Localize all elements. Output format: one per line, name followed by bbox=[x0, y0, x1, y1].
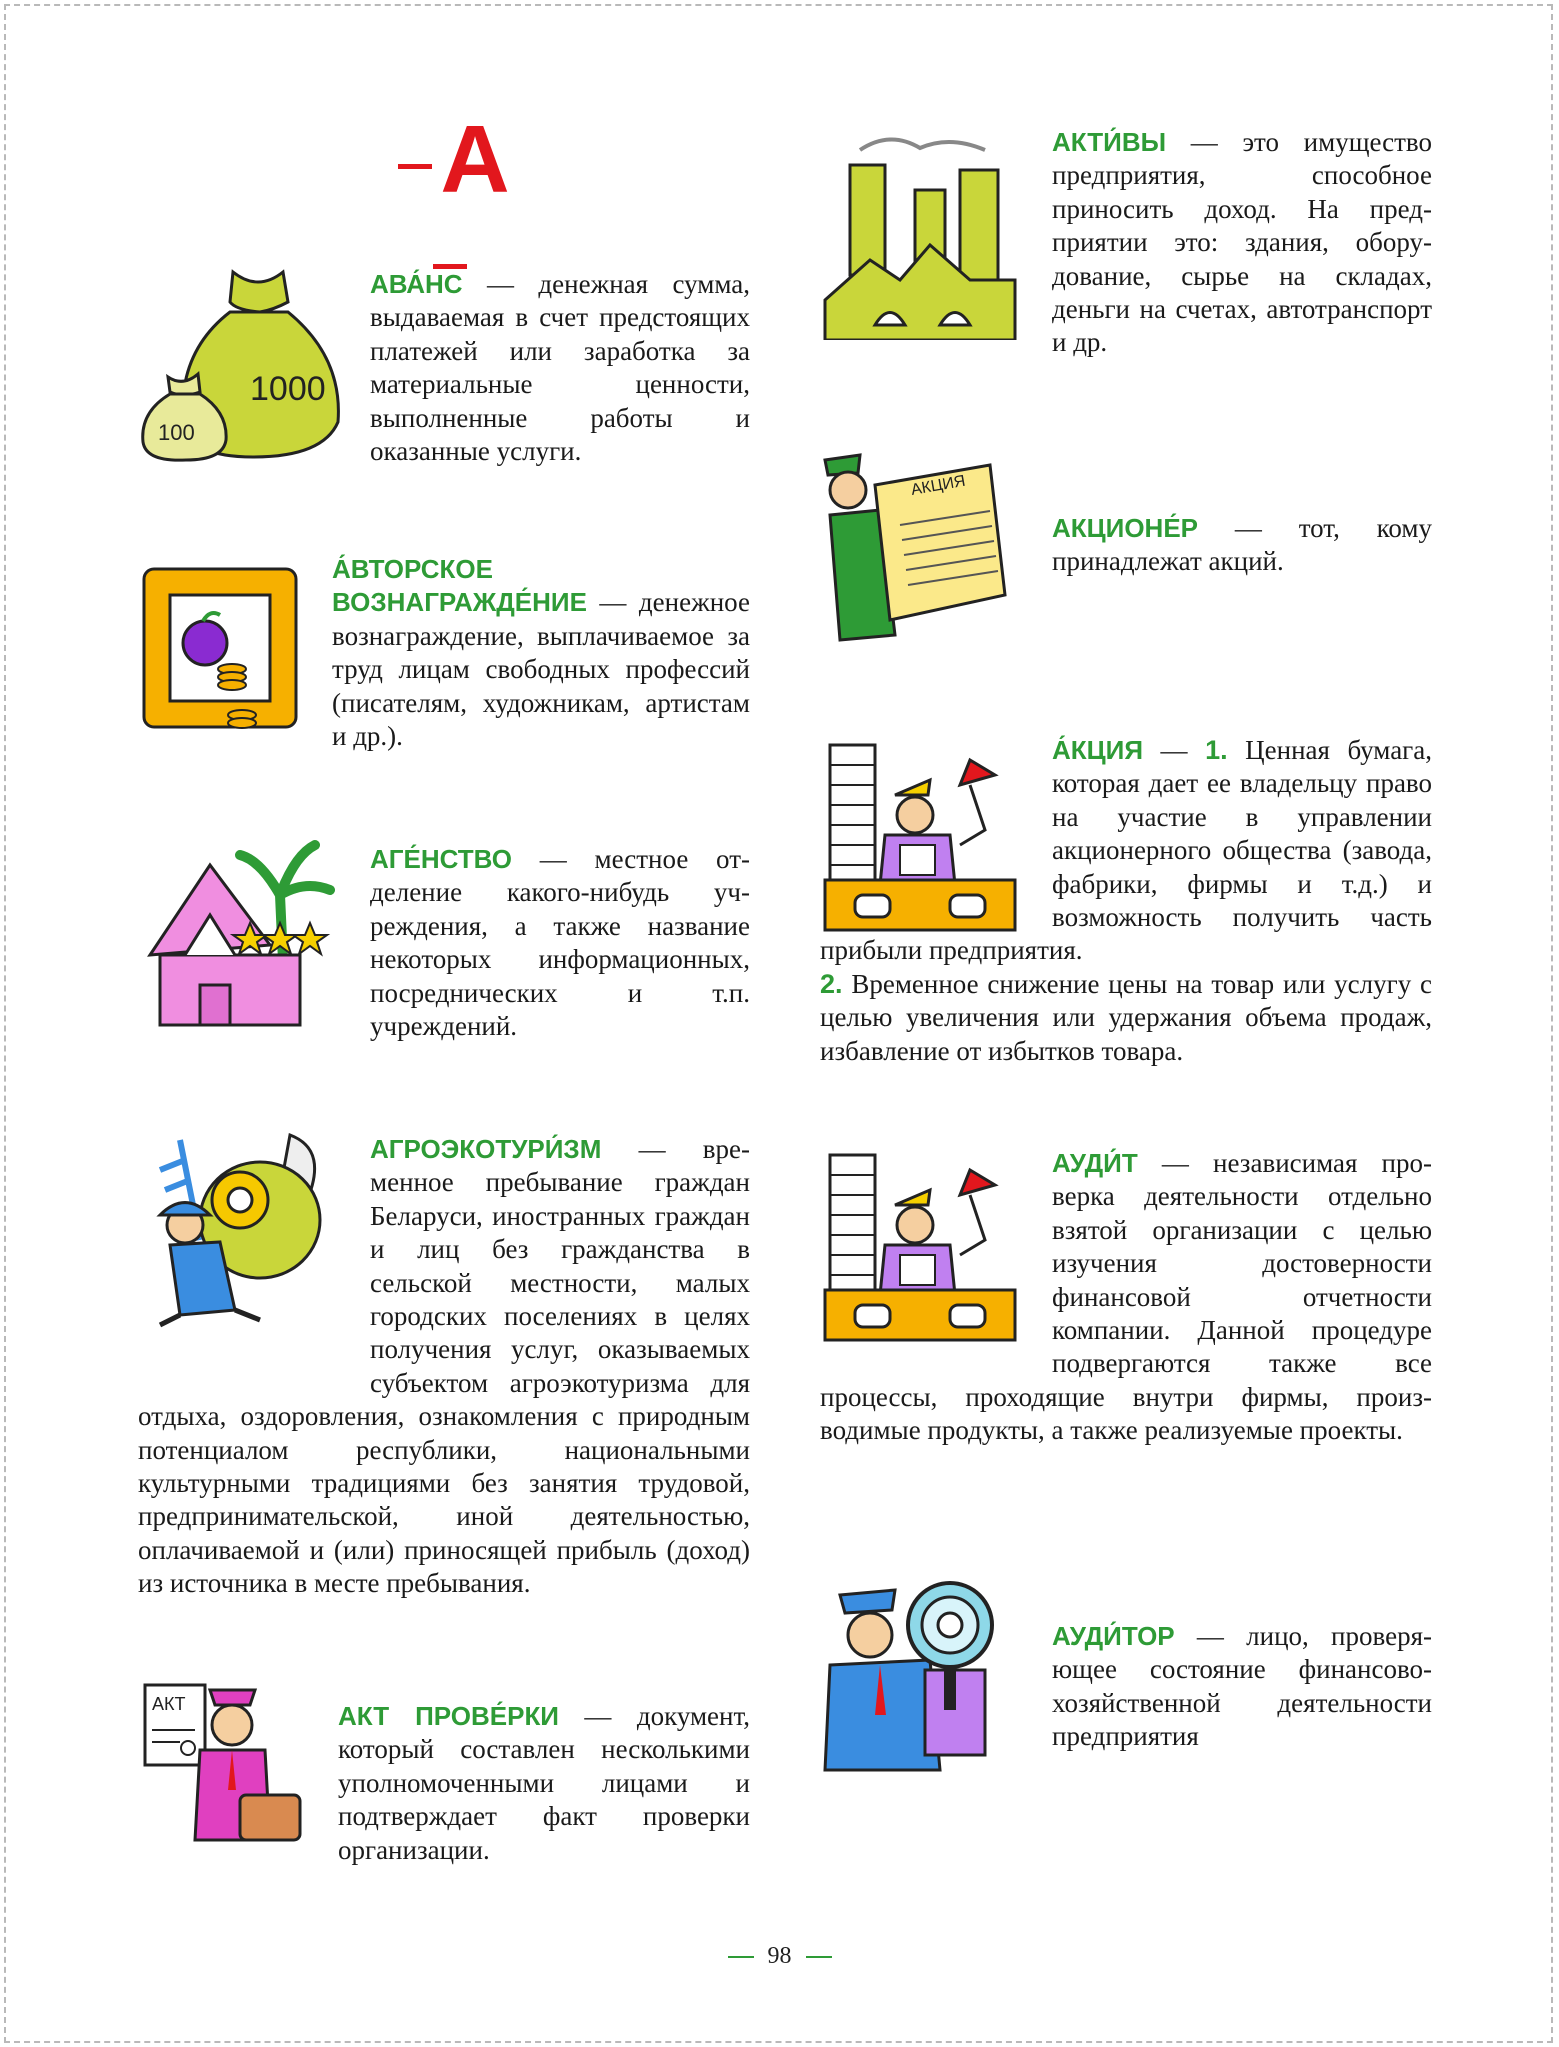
definition-akt: — документ, который составлен несколькими уполномоченными лицами и подтверждает факт проверки организации. bbox=[338, 1701, 750, 1865]
auditor-magnifier-icon bbox=[820, 1575, 1025, 1775]
page-number-text: 98 bbox=[767, 1943, 792, 1969]
term-aktsioner: АКЦИОНЕ́Р bbox=[1052, 513, 1199, 543]
term-agentstvo: АГЕ́НСТВО bbox=[370, 844, 512, 874]
definition-aktivy: — это имущество предприятия, способное приносить доход. На предприятии это: здания, оборудование, сырье на складах, деньги на счетах, автотранспорт и др. bbox=[1052, 127, 1432, 358]
entry-akt bbox=[338, 1700, 750, 1867]
aktsiya-num-1: 1. bbox=[1205, 735, 1228, 765]
section-letter-text: А bbox=[440, 106, 510, 213]
definition-auditor: — лицо, проверяющее состояние финансово-хозяйственной деятельности предприятия bbox=[1052, 1621, 1432, 1752]
definition-aktsiya-2: Временное снижение цены на товар или услугу с целью увеличения или удержания объема продаж, избавление от избытков товара. bbox=[820, 968, 1432, 1066]
definition-agentstvo: — местное отделение какого-нибудь учреждения, а также название некоторых информационных, посреднических и т.п. учреждений. bbox=[370, 844, 750, 1042]
share-doc-label: АКЦИЯ bbox=[909, 472, 967, 499]
definition-aktsiya-1: Ценная бумага, которая дает ее владельцу право на участие в управлении акционерного общества (завода, фабрики, фирмы и т.д.) и возможность получить часть прибыли предприятия. bbox=[820, 735, 1432, 966]
definition-avans: — денежная сумма, выдаваемая в счет предстоящих платежей или заработка за материальные ценности, выполненные работы и оказанные услуги. bbox=[370, 269, 750, 467]
term-auditor: АУДИ́ТОР bbox=[1052, 1621, 1175, 1651]
definition-avtorskoe: — денежное вознаграждение, выплачиваемое за труд лицам свободных профессий (писателям, художникам, артистам и др.). bbox=[332, 587, 750, 752]
term-avtorskoe: А́ВТОРСКОЕ ВОЗНАГРАЖДЕ́НИЕ bbox=[332, 554, 587, 618]
factory-icon bbox=[820, 130, 1020, 340]
money-bags-icon bbox=[138, 262, 348, 462]
act-doc-label: АКТ bbox=[152, 1694, 186, 1714]
term-aktivy: АКТИ́ВЫ bbox=[1052, 127, 1167, 157]
entry-auditor bbox=[1052, 1620, 1432, 1754]
bag-big-label: 1000 bbox=[250, 370, 326, 408]
definition-aktsioner: — тот, кому принадлежат акций. bbox=[1052, 513, 1432, 577]
entry-agentstvo bbox=[370, 843, 750, 1043]
definition-audit: — независимая проверка деятельности отдельно взятой организации с целью изучения достоверности финансовой отчетности компании. Данной процедуре подвергаются также все процессы, проходящие внутри фирмы, производимые продукты, а также реализуемые проекты. bbox=[820, 1148, 1432, 1446]
term-audit: АУДИ́Т bbox=[1052, 1148, 1138, 1178]
entry-audit bbox=[820, 1147, 1432, 1448]
entry-agroeco bbox=[138, 1133, 750, 1601]
shareholder-with-share-icon bbox=[820, 445, 1020, 645]
term-avans: АВА́НС bbox=[370, 269, 463, 299]
picture-frame-icon bbox=[140, 565, 300, 735]
entry-aktivy bbox=[1052, 126, 1432, 360]
entry-aktsioner bbox=[1052, 512, 1432, 579]
bag-small-label: 100 bbox=[158, 420, 195, 445]
term-aktsiya: А́КЦИЯ bbox=[1052, 735, 1144, 765]
inspector-with-document-icon bbox=[140, 1680, 310, 1850]
entry-aktsiya bbox=[820, 734, 1432, 1068]
aktsiya-separator: — bbox=[1143, 735, 1206, 765]
page-number bbox=[0, 1943, 1559, 1970]
term-akt: АКТ ПРОВЕ́РКИ bbox=[338, 1701, 559, 1731]
aktsiya-num-2: 2. bbox=[820, 968, 843, 999]
entry-avtorskoe bbox=[332, 553, 750, 753]
entry-avans bbox=[370, 268, 750, 468]
agency-house-icon bbox=[140, 835, 340, 1035]
definition-agroeco: — временное пребывание граждан Беларуси, иностранных граждан и лиц без гражданства в сельской местности, малых городских поселениях в целях получения услуг, оказываемых субъектом агроэкотуризма для отдыха, оздоровления, ознакомления с природным потенциалом республики, национальными культурными традициями без занятия трудовой, предпринимательской, иной деятельностью, оплачиваемой и (или) приносящей прибыль (доход) из источника в месте пребывания. bbox=[138, 1134, 750, 1599]
term-agroeco: АГРОЭКОТУРИ́ЗМ bbox=[370, 1134, 602, 1164]
